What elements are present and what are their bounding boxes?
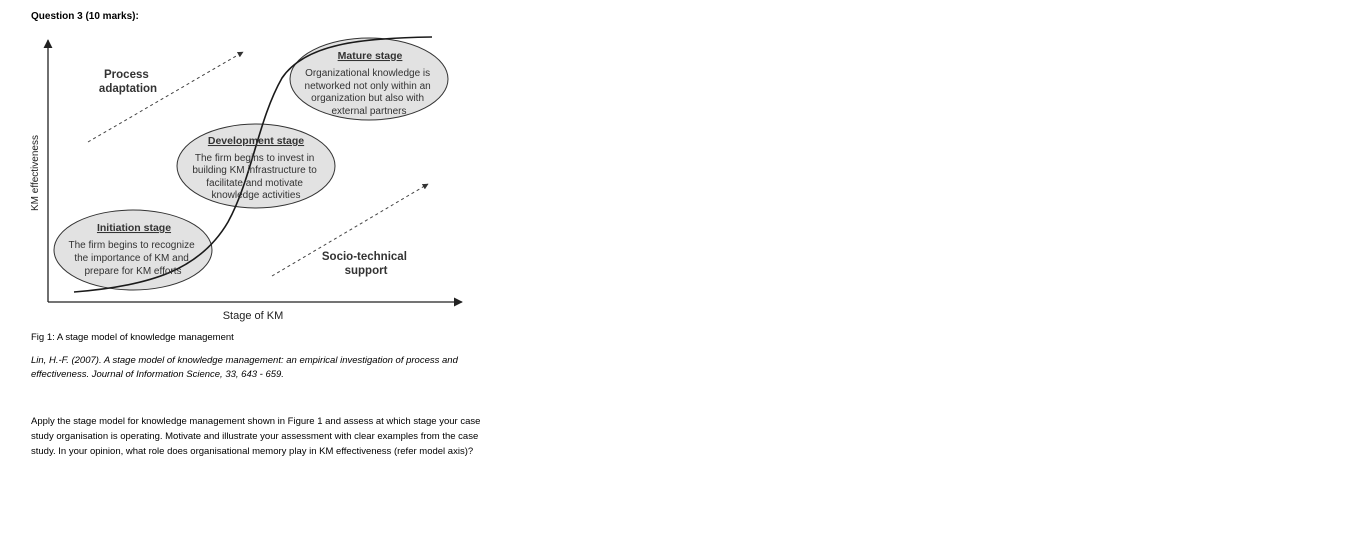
initiation-line-1: The firm begins to recognize bbox=[68, 240, 195, 251]
mature-line-1: Organizational knowledge is bbox=[305, 68, 431, 79]
process-adaptation-line-2: adaptation bbox=[98, 83, 158, 95]
initiation-stage-title: Initiation stage bbox=[96, 222, 172, 234]
development-line-2: building KM infrastructure to bbox=[192, 165, 317, 176]
mature-line-2: networked not only within an bbox=[304, 81, 431, 92]
figure-caption: Fig 1: A stage model of knowledge management bbox=[31, 332, 234, 343]
initiation-stage-description bbox=[69, 240, 198, 277]
initiation-line-2: the importance of KM and bbox=[74, 253, 189, 264]
initiation-line-3: prepare for KM efforts bbox=[84, 266, 182, 277]
development-stage-title: Development stage bbox=[207, 135, 305, 147]
process-adaptation-label bbox=[99, 69, 157, 95]
citation: Lin, H.-F. (2007). A stage model of knowledge management: an empirical investigation of process and effectiveness. Journal of Information Science, 33, 643 - 659. bbox=[31, 355, 458, 380]
stage-model-figure bbox=[0, 0, 520, 330]
socio-technical-line-2: support bbox=[344, 265, 388, 277]
mature-line-4: external partners bbox=[331, 106, 407, 117]
socio-technical-label bbox=[322, 251, 410, 277]
development-line-3: facilitate and motivate bbox=[206, 178, 303, 189]
socio-technical-line-1: Socio-technical bbox=[321, 251, 407, 263]
y-axis-label: KM effectiveness bbox=[30, 135, 41, 211]
question-heading: Question 3 (10 marks): bbox=[31, 11, 139, 22]
mature-stage-title: Mature stage bbox=[337, 50, 403, 62]
question-text: Apply the stage model for knowledge management shown in Figure 1 and assess at which stage your case study organisation is operating. Motivate and illustrate your assessment with clear examples from the case study. In your opinion, what role does organisational memory play in KM effectiveness (refer model axis)? bbox=[31, 416, 481, 457]
process-adaptation-line-1: Process bbox=[104, 69, 149, 81]
x-axis-label: Stage of KM bbox=[222, 310, 284, 322]
development-line-4: knowledge activities bbox=[211, 190, 301, 201]
mature-line-3: organization but also with bbox=[311, 93, 425, 104]
question-body bbox=[31, 414, 501, 459]
development-line-1: The firm begins to invest in bbox=[194, 153, 315, 164]
